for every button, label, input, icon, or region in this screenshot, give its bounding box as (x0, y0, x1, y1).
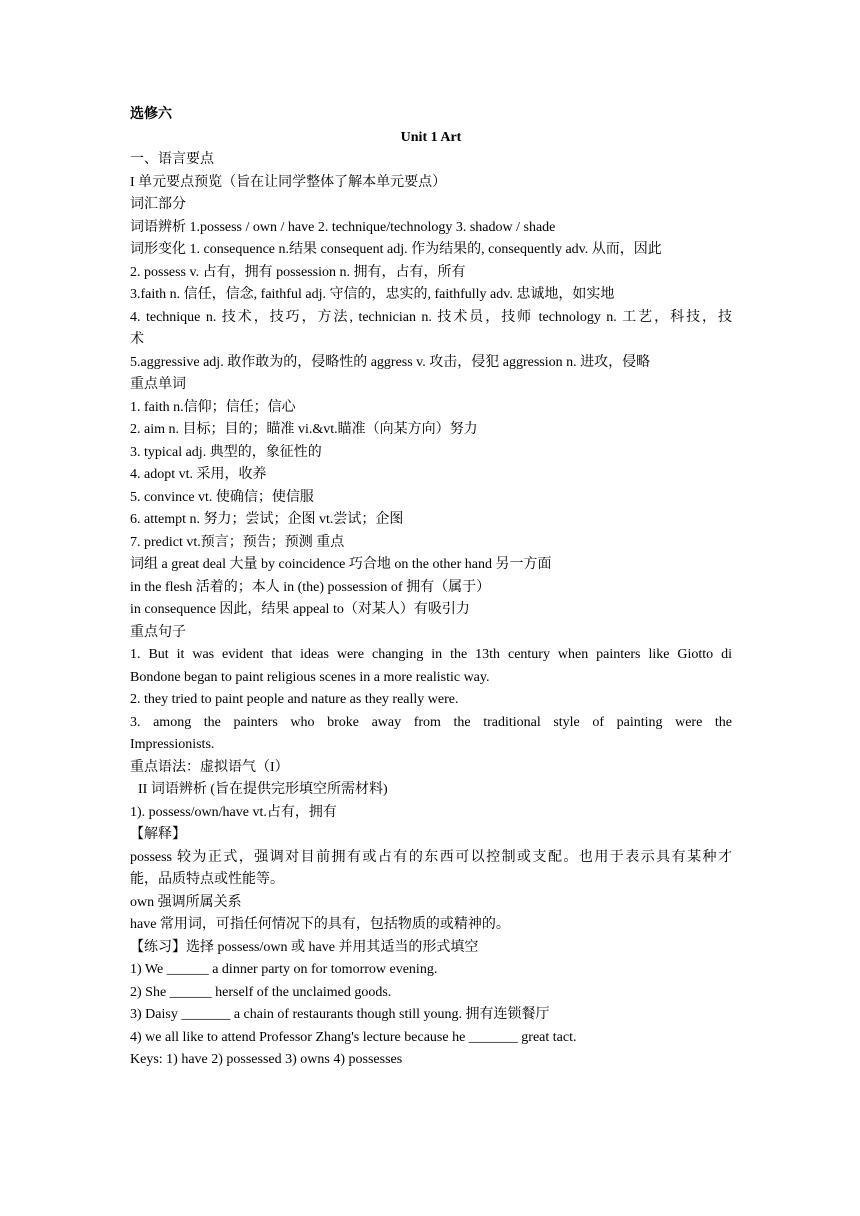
exercise-item: 2) She ______ herself of the unclaimed goods. (130, 984, 392, 1000)
paragraph-line: in the flesh 活着的；本人 in (the) possession of 拥有（属于） (130, 579, 491, 595)
list-item: 2. aim n. 目标；目的；瞄准 vi.&vt.瞄准（向某方向）努力 (130, 422, 478, 437)
subsection-heading: 重点句子 (130, 624, 186, 640)
answer-keys: Keys: 1) have 2) possessed 3) owns 4) possesses (130, 1052, 403, 1067)
list-item: 7. predict vt.预言；预告；预测 重点 (130, 534, 345, 550)
subsection-heading: 重点语法：虚拟语气（I） (130, 759, 289, 775)
exercise-item: 4) we all like to attend Professor Zhang's lecture because he _______ great tact. (130, 1029, 577, 1045)
paragraph-line: Bondone began to paint religious scenes in a more realistic way. (130, 669, 490, 685)
document-title: Unit 1 Art (400, 129, 462, 145)
paragraph-line: 词语辨析 1.possess / own / have 2. technique/technology 3. shadow / shade (130, 219, 556, 235)
paragraph-line: 5.aggressive adj. 敢作敢为的，侵略性的 aggress v. 攻击，侵犯 aggression n. 进攻，侵略 (130, 354, 651, 370)
paragraph-line: 3.faith n. 信任，信念, faithful adj. 守信的，忠实的, faithfully adv. 忠诚地，如实地 (130, 287, 615, 302)
section-heading: 一、语言要点 (130, 152, 214, 167)
exercise-item: 1) We ______ a dinner party on for tomorrow evening. (130, 962, 438, 977)
paragraph-line: 2. they tried to paint people and nature as they really were. (130, 692, 459, 707)
paragraph-line: Impressionists. (130, 737, 215, 752)
paragraph-line: own 强调所属关系 (130, 894, 242, 910)
section-heading: II 词语辨析 (旨在提供完形填空所需材料) (138, 782, 388, 797)
list-item: 5. convince vt. 使确信；使信服 (130, 489, 314, 505)
paragraph-line: 1. But it was evident that ideas were changing in the 13th century when painters like Giotto di (130, 647, 732, 662)
list-item: 1. faith n.信仰；信任；信心 (130, 399, 296, 415)
paragraph-line: 能，品质特点或性能等。 (130, 872, 284, 887)
exercise-item: 3) Daisy _______ a chain of restaurants though still young. 拥有连锁餐厅 (130, 1007, 550, 1022)
paragraph-line: 2. possess v. 占有，拥有 possession n. 拥有，占有，所有 (130, 264, 466, 280)
paragraph-line: 1). possess/own/have vt.占有，拥有 (130, 804, 337, 820)
paragraph-line: 【练习】选择 possess/own 或 have 并用其适当的形式填空 (130, 939, 479, 955)
paragraph-line: 3. among the painters who broke away from the traditional style of painting were the (130, 714, 732, 730)
list-item: 6. attempt n. 努力；尝试；企图 vt.尝试；企图 (130, 512, 404, 527)
paragraph-line: 术 (130, 332, 144, 347)
subsection-heading: 重点单词 (130, 377, 186, 392)
paragraph-line: 词形变化 1. consequence n.结果 consequent adj. 作为结果的, consequently adv. 从而，因此 (130, 242, 662, 257)
paragraph-line: have 常用词，可指任何情况下的具有，包括物质的或精神的。 (130, 917, 510, 932)
document-header: 选修六 (130, 107, 172, 122)
paragraph-line: 词组 a great deal 大量 by coincidence 巧合地 on the other hand 另一方面 (130, 557, 552, 572)
document-page (130, 104, 732, 1072)
paragraph-line: I 单元要点预览（旨在让同学整体了解本单元要点） (130, 174, 447, 190)
list-item: 4. adopt vt. 采用，收养 (130, 467, 267, 482)
list-item: 3. typical adj. 典型的，象征性的 (130, 444, 322, 460)
paragraph-line: 【解释】 (130, 827, 186, 842)
paragraph-line: in consequence 因此，结果 appeal to（对某人）有吸引力 (130, 602, 470, 617)
paragraph-line: 4. technique n. 技术，技巧，方法, technician n. 技术员，技师 technology n. 工艺，科技，技 (130, 309, 732, 325)
subsection-heading: 词汇部分 (130, 197, 186, 212)
paragraph-line: possess 较为正式，强调对目前拥有或占有的东西可以控制或支配。也用于表示具有某种才 (130, 849, 732, 865)
